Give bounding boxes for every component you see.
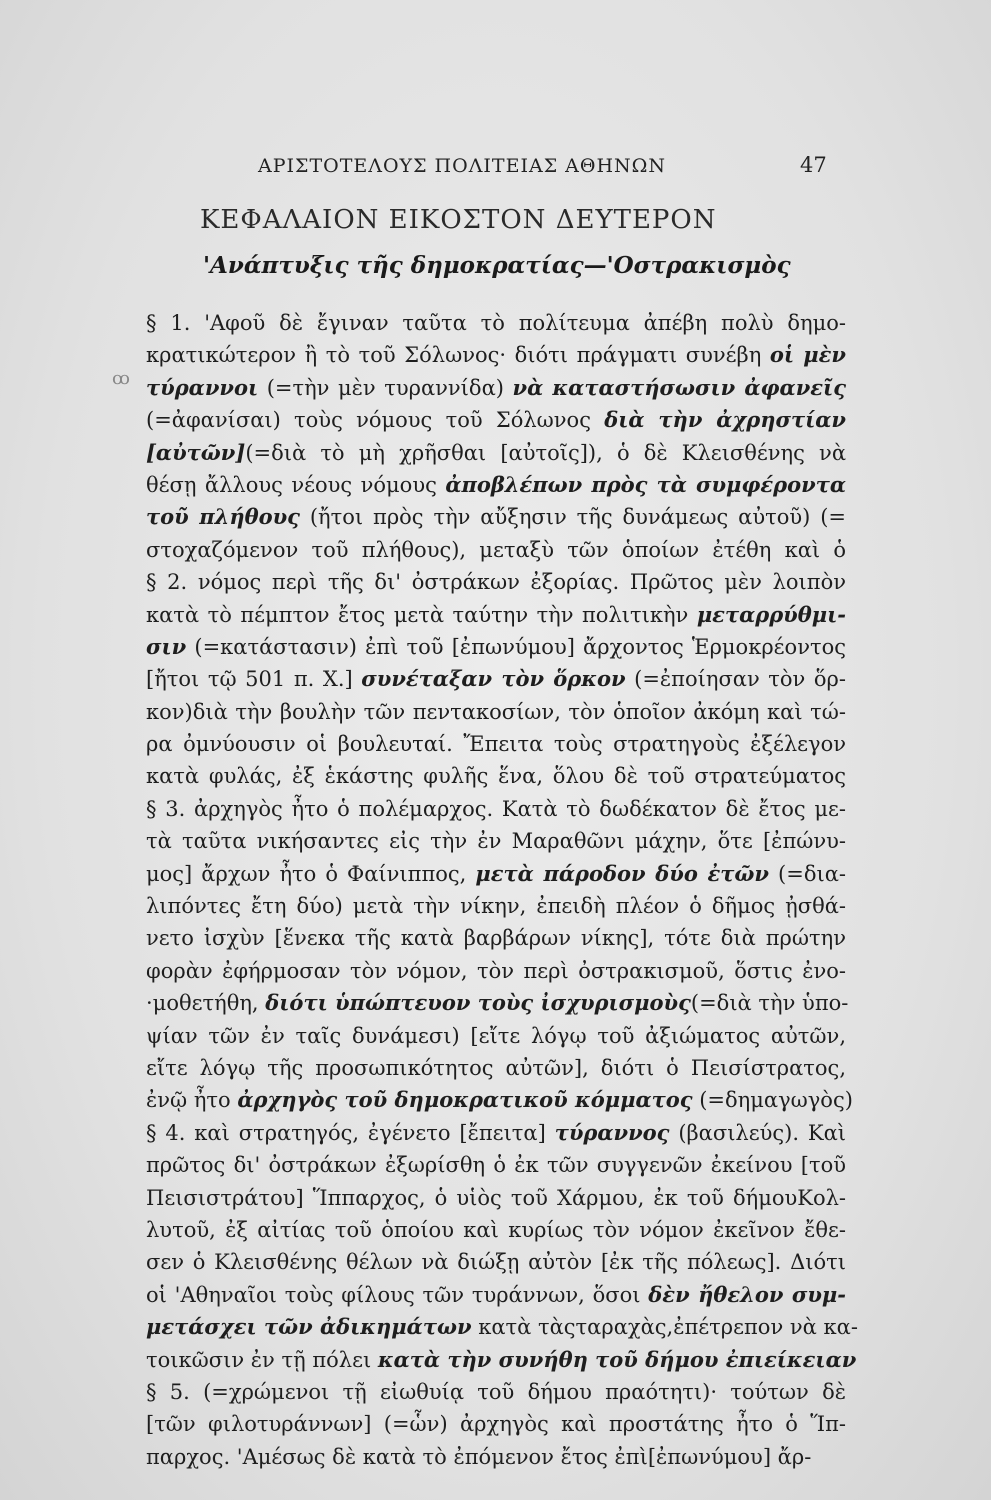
text-line [146,339,846,371]
line-text: παρχος. 'Αμέσως δὲ κατὰ τὸ ἐπόμενον ἔτος ἐπὶ[ἐπωνύμου] ἄρ- [146,1444,812,1469]
emphasis-text: νὰ καταστήσωσιν ἀφανεῖς [512,374,846,400]
line-text: οἱ 'Αθηναῖοι τοὺς φίλους τῶν τυράννων, ὅσοι [146,1282,649,1307]
line-text: Πεισιστράτου] Ἵππαρχος, ὁ υἱὸς τοῦ Χάρμου, ἐκ τοῦ δήμουΚολ- [146,1185,846,1210]
line-text: (=διὰ τὸ μὴ χρῆσθαι [αὐτοῖς]), ὁ δὲ Κλεισθένης νὰ [245,440,846,465]
emphasis-text: τύραννοι [146,374,259,400]
emphasis-text: συνέταξαν τὸν ὅρκον [361,666,626,692]
text-line [146,858,846,890]
line-text: (=ἀφανίσαι) τοὺς νόμους τοῦ Σόλωνος [146,408,605,433]
emphasis-text: ἀποβλέπων πρὸς τὰ συμφέροντα [445,471,846,497]
text-line [146,1117,846,1149]
text-line [146,922,846,954]
line-text: (=διὰ τὴν ὑπο- [690,991,849,1016]
emphasis-text: ἀρχηγὸς τοῦ δημοκρατικοῦ κόμματος [237,1087,693,1113]
text-line [146,1311,858,1343]
line-text: [τῶν φιλοτυράννων] (=ὧν) ἀρχηγὸς καὶ προστάτης ἦτο ὁ Ἵπ- [146,1412,846,1437]
line-text: κατὰ τὰςταραχὰς,ἐπέτρεπον νὰ κα- [471,1315,858,1340]
line-text: (=τὴν μὲν τυραννίδα) [258,375,513,400]
line-text: τὰ ταῦτα νικήσαντες εἰς τὴν ἐν Μαραθῶνι μάχην, ὅτε [ἐπώνυ- [146,829,846,854]
page-number: 47 [800,153,827,177]
line-text: θέσῃ ἄλλους νέους νόμους [146,472,446,497]
line-text: νετο ἰσχὺν [ἕνεκα τῆς κατὰ βαρβάρων νίκης], τότε διὰ πρώτην [146,926,846,951]
text-line [146,501,846,533]
emphasis-text: μετὰ πάροδον δύο ἐτῶν [475,860,769,886]
line-text: εἴτε λόγῳ τῆς προσωπικότητος αὐτῶν], διότι ὁ Πεισίστρατος, [146,1055,846,1080]
text-line [146,534,846,566]
text-line [146,696,846,728]
emphasis-text: κατὰ τὴν συνήθη τοῦ δήμου ἐπιείκειαν [377,1346,857,1372]
line-text: § 5. (=χρώμενοι τῇ εἰωθυίᾳ τοῦ δήμου πραότητι)· τούτων δὲ [146,1379,846,1404]
text-line [146,1408,846,1440]
line-text: φορὰν ἐφήρμοσαν τὸν νόμον, τὸν περὶ ὀστρακισμοῦ, ὅστις ἐνο- [146,958,846,983]
text-line [146,825,846,857]
line-text: στοχαζόμενον τοῦ πλήθους), μεταξὺ τῶν ὁποίων ἐτέθη καὶ ὁ [146,537,846,562]
text-line [146,469,846,501]
line-text: (=δημαγωγὸς) [692,1088,853,1113]
line-text: (βασιλεύς). Καὶ [669,1120,846,1145]
line-text: [ἤτοι τῷ 501 π. Χ.] [146,667,362,692]
emphasis-text: σιν [146,633,187,659]
text-line [146,987,849,1019]
line-text: § 2. νόμος περὶ τῆς δι' ὀστράκων ἐξορίας. Πρῶτος μὲν λοιπὸν [146,570,846,595]
line-text: κρατικώτερον ἢ τὸ τοῦ Σόλωνος· διότι πράγματι συνέβη [146,343,770,368]
text-line [146,1214,846,1246]
text-line [146,760,846,792]
margin-mark: ꝏ [112,368,130,389]
line-text: τοικῶσιν ἐν τῇ πόλει [146,1347,378,1372]
text-line [146,728,846,760]
text-line [146,793,846,825]
emphasis-text: μετάσχει τῶν ἀδικημάτων [146,1314,472,1340]
line-text: σεν ὁ Κλεισθένης θέλων νὰ διώξῃ αὐτὸν [ἐκ τῆς πόλεως]. Διότι [146,1250,846,1275]
emphasis-text: μεταρρύθμι- [696,601,846,627]
emphasis-text: [αὐτῶν] [146,439,246,465]
line-text: κατὰ τὸ πέμπτον ἔτος μετὰ ταύτην τὴν πολιτικὴν [146,602,697,627]
line-text: πρῶτος δι' ὀστράκων ἐξωρίσθη ὁ ἐκ τῶν συγγενῶν ἐκείνου [τοῦ [146,1153,846,1178]
running-title: ΑΡΙΣΤΟΤΕΛΟΥΣ ΠΟΛΙΤΕΙΑΣ ΑΘΗΝΩΝ [258,155,667,177]
line-text: (=ἐποίησαν τὸν ὅρ- [625,667,846,692]
line-text: ἐνῷ ἦτο [146,1088,238,1113]
text-body [146,307,858,1473]
text-line [146,404,846,436]
text-line [146,599,846,631]
line-text: λιπόντες ἔτη δύο) μετὰ τὴν νίκην, ἐπειδὴ πλέον ὁ δῆμος ᾐσθά- [146,894,846,919]
line-text: μος] ἄρχων ἦτο ὁ Φαίνιππος, [146,861,476,886]
text-line [146,566,846,598]
text-line [146,1182,846,1214]
line-text: (=δια- [769,861,846,886]
emphasis-text: δὲν ἤθελον συμ- [648,1281,847,1307]
line-text: ·μοθετήθη, [146,991,266,1016]
line-text: ψίαν τῶν ἐν ταῖς δυνάμεσι) [εἴτε λόγῳ τοῦ ἀξιώματος αὐτῶν, [146,1023,846,1048]
text-line [146,1279,846,1311]
text-line [146,1020,846,1052]
text-line [146,631,846,663]
text-line [146,1246,846,1278]
line-text: § 3. ἀρχηγὸς ἦτο ὁ πολέμαρχος. Κατὰ τὸ δωδέκατον δὲ ἔτος με- [146,796,846,821]
text-line [146,307,846,339]
text-line [146,663,846,695]
text-line [146,1052,846,1084]
line-text: λυτοῦ, ἐξ αἰτίας τοῦ ὁποίου καὶ κυρίως τὸν νόμον ἐκεῖνον ἔθε- [146,1217,846,1242]
line-text: κατὰ φυλάς, ἐξ ἑκάστης φυλῆς ἕνα, ὅλου δὲ τοῦ στρατεύματος [146,764,846,789]
text-line [146,1376,846,1408]
emphasis-text: διὰ τὴν ἀχρηστίαν [604,407,846,433]
text-line [146,1344,857,1376]
line-text: (ἤτοι πρὸς τὴν αὔξησιν τῆς δυνάμεως αὐτοῦ) (= [299,505,846,530]
chapter-heading: ΚΕΦΑΛΑΙΟΝ ΕΙΚΟΣΤΟΝ ΔΕΥΤΕΡΟΝ [200,205,717,235]
line-text: (=κατάστασιν) ἐπὶ τοῦ [ἐπωνύμου] ἄρχοντος Ἑρμοκρέοντος [186,634,846,659]
line-text: § 4. καὶ στρατηγός, ἐγένετο [ἔπειτα] [146,1120,555,1145]
text-line [146,372,846,404]
text-line [146,437,846,469]
emphasis-text: οἱ μὲν [769,342,847,368]
line-text: § 1. 'Αφοῦ δὲ ἔγιναν ταῦτα τὸ πολίτευμα ἀπέβη πολὺ δημο- [146,311,846,335]
emphasis-text: τύραννος [554,1119,670,1145]
text-line [146,1084,853,1116]
emphasis-text: τοῦ πλήθους [146,504,300,530]
emphasis-text: διότι ὑπώπτευον τοὺς ἰσχυρισμοὺς [265,990,691,1016]
line-text: κον)διὰ τὴν βουλὴν τῶν πεντακοσίων, τὸν ὁποῖον ἀκόμη καὶ τώ- [146,699,846,724]
text-line [146,1149,846,1181]
text-line [146,1441,846,1473]
text-line [146,890,846,922]
line-text: ρα ὀμνύουσιν οἱ βουλευταί. Ἔπειτα τοὺς στρατηγοὺς ἐξέλεγον [146,732,846,757]
text-line [146,955,846,987]
chapter-subtitle: 'Ανάπτυξις τῆς δημοκρατίας—'Οστρακισμὸς [203,252,791,279]
